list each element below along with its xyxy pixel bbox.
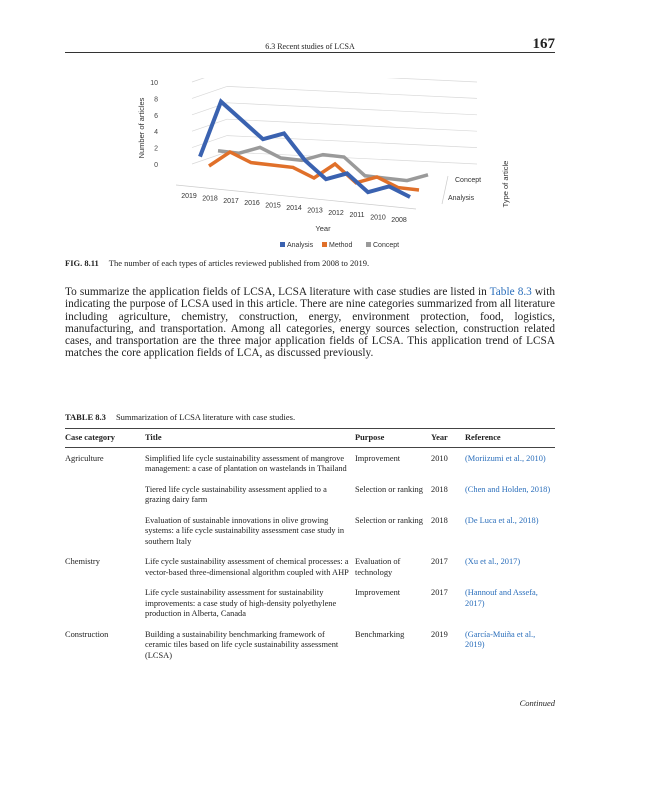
legend-swatch — [366, 242, 371, 247]
y-tick-label: 6 — [154, 112, 158, 120]
title-cell: Life cycle sustainability assessment for sustainability improvements: a case study of high-density polyethylene production in Alberta, Canada — [145, 588, 337, 618]
reference-cell[interactable]: (García-Muiña et al., 2019) — [465, 629, 536, 649]
table-header-row — [65, 429, 555, 448]
case-category-cell — [65, 582, 145, 624]
section-title: 6.3 Recent studies of LCSA — [265, 42, 355, 51]
gridline-side — [192, 78, 227, 82]
table-row — [65, 479, 555, 510]
reference-cell[interactable]: (Xu et al., 2017) — [465, 557, 521, 566]
x-tick-label: 2011 — [349, 212, 365, 220]
x-tick-label: 2010 — [370, 214, 386, 222]
y-tick-label: 2 — [154, 145, 158, 153]
z-tick-label: Concept — [455, 177, 482, 184]
year-cell: 2018 — [431, 515, 448, 525]
year-cell: 2019 — [431, 629, 448, 639]
y-tick-label: 0 — [154, 162, 158, 169]
table-caption — [65, 412, 295, 422]
purpose-cell: Benchmarking — [355, 629, 405, 639]
title-cell: Simplified life cycle sustainability assessment of mangrove management: a case of plantation on wastelands in Thailand — [145, 453, 347, 473]
col-header: Reference — [465, 429, 555, 448]
x-tick-label: 2012 — [328, 209, 344, 217]
year-cell: 2018 — [431, 484, 448, 494]
gridline-side — [192, 136, 227, 148]
case-category-cell: Construction — [65, 629, 109, 639]
x-tick-label: 2014 — [286, 205, 302, 212]
table-row — [65, 582, 555, 624]
title-cell: Evaluation of sustainable innovations in olive growing systems: a life cycle sustainability assessment case study in southern Italy — [145, 515, 345, 546]
figure-caption — [65, 258, 369, 268]
col-header: Title — [145, 429, 355, 448]
table-row — [65, 551, 555, 582]
purpose-cell: Improvement — [355, 588, 401, 597]
title-cell: Building a sustainability benchmarking framework of ceramic tiles based on life cycle sustainability assessment (LCSA) — [145, 629, 339, 660]
reference-cell[interactable]: (Moriizumi et al., 2010) — [465, 453, 546, 463]
legend-swatch — [280, 242, 285, 247]
purpose-cell: Evaluation of technology — [355, 557, 401, 577]
body-paragraph — [65, 286, 555, 360]
reference-cell[interactable]: (Hannouf and Assefa, 2017) — [465, 588, 538, 608]
x-tick-label: 2019 — [181, 193, 197, 200]
summary-table — [65, 428, 555, 665]
x-tick-label: 2018 — [202, 195, 218, 203]
case-category-cell: Agriculture — [65, 453, 104, 463]
legend-swatch — [322, 242, 327, 247]
continued-note: Continued — [519, 698, 555, 708]
table-row — [65, 510, 555, 552]
table-row — [65, 447, 555, 479]
y-axis-title: Number of articles — [137, 97, 146, 159]
gridline — [227, 103, 477, 115]
x-tick-label: 2015 — [265, 202, 281, 210]
x-tick-label: 2017 — [223, 197, 239, 205]
table-row — [65, 624, 555, 666]
col-header: Year — [431, 429, 465, 448]
legend-label: Method — [329, 242, 353, 249]
case-category-cell — [65, 479, 145, 510]
y-tick-label: 4 — [154, 129, 158, 137]
gridline-side — [192, 86, 227, 98]
col-header: Case category — [65, 429, 145, 448]
page-number: 167 — [532, 36, 555, 52]
col-header: Purpose — [355, 429, 431, 448]
gridline — [227, 86, 477, 98]
table-link[interactable]: Table 8.3 — [489, 286, 532, 298]
purpose-cell: Selection or ranking — [355, 484, 423, 494]
para-text: with indicating the purpose of LCSA used in this article. There are nine categories summarized from all literature including agriculture, chemistry, construction, energy, environment protection, food, logistics, manufacturing, and transportation. Among all categories, energy sources selection, construction related cases, and transportation are the three major application fields of LCSA. This application trend of LCSA matches the core application fields of LCA, as discussed previously. — [65, 286, 555, 360]
z-axis-title: Type of article — [501, 160, 510, 208]
case-category-cell — [65, 510, 145, 552]
figure-label: FIG. 8.11 — [65, 258, 99, 268]
z-tick-label: Analysis — [448, 195, 475, 202]
line-chart-3d — [130, 78, 510, 256]
purpose-cell: Selection or ranking — [355, 515, 423, 525]
series-line-analysis — [200, 102, 410, 197]
year-cell: 2017 — [431, 588, 448, 597]
table-label: TABLE 8.3 — [65, 412, 106, 422]
year-cell: 2010 — [431, 453, 448, 463]
x-tick-label: 2008 — [391, 217, 407, 224]
y-tick-label: 10 — [150, 80, 158, 87]
title-cell: Life cycle sustainability assessment of chemical processes: a vector-based three-dimensional algorithm coupled with AHP — [145, 557, 349, 577]
gridline — [227, 78, 477, 82]
x-tick-label: 2013 — [307, 207, 323, 215]
table-caption-text: Summarization of LCSA literature with case studies. — [115, 412, 296, 422]
case-category-cell: Chemistry — [65, 557, 100, 566]
legend-label: Concept — [373, 242, 400, 249]
reference-cell[interactable]: (De Luca et al., 2018) — [465, 515, 539, 525]
running-header — [65, 38, 555, 53]
figure-caption-text: The number of each types of articles reviewed published from 2008 to 2019. — [108, 258, 370, 268]
gridline — [227, 119, 477, 131]
year-cell: 2017 — [431, 557, 448, 566]
reference-cell[interactable]: (Chen and Holden, 2018) — [465, 484, 551, 494]
legend-label: Analysis — [287, 242, 314, 249]
x-tick-label: 2016 — [244, 200, 260, 208]
title-cell: Tiered life cycle sustainability assessment applied to a grazing dairy farm — [145, 484, 327, 504]
para-text: To summarize the application fields of LCSA, LCSA literature with case studies are listed in — [65, 286, 490, 298]
x-axis-title: Year — [315, 224, 331, 233]
y-tick-label: 8 — [154, 96, 158, 104]
purpose-cell: Improvement — [355, 453, 401, 463]
